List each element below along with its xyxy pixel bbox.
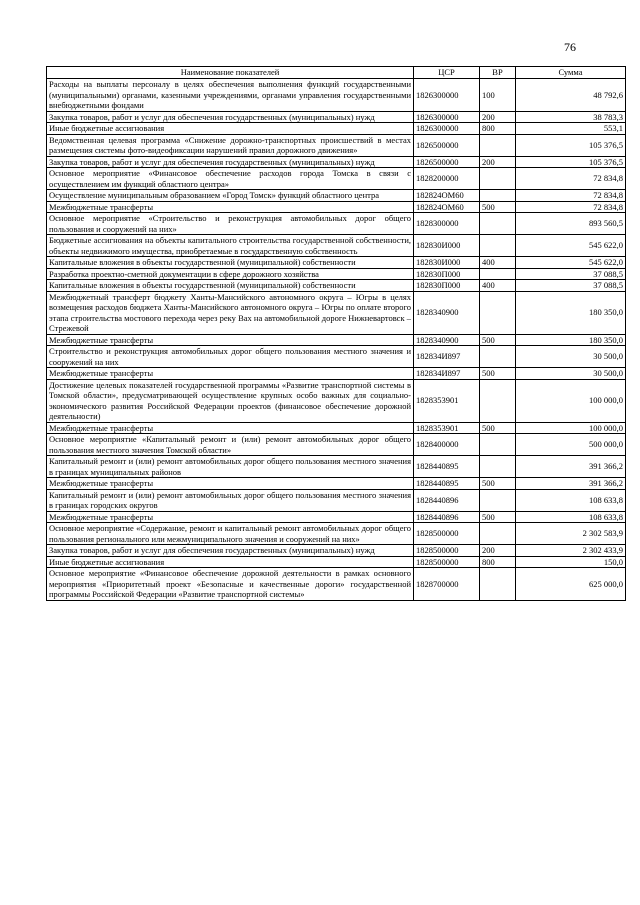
cell-sum: 30 500,0 <box>516 346 626 368</box>
cell-name: Капитальный ремонт и (или) ремонт автомобильных дорог общего пользования местного значения в границах муниципальных районов <box>47 456 414 478</box>
cell-name: Ведомственная целевая программа «Снижение дорожно-транспортных происшествий в местах размещения системы фото-видеофиксации нарушений правил дорожного движения» <box>47 134 414 156</box>
cell-vr <box>480 489 516 511</box>
table-row <box>47 213 626 235</box>
cell-csr: 1828500000 <box>414 523 480 545</box>
header-name: Наименование показателей <box>47 67 414 79</box>
cell-vr: 100 <box>480 79 516 112</box>
cell-vr <box>480 168 516 190</box>
cell-csr: 1828353901 <box>414 422 480 434</box>
cell-name: Межбюджетные трансферты <box>47 201 414 213</box>
cell-vr <box>480 346 516 368</box>
cell-csr: 1828340900 <box>414 334 480 346</box>
cell-vr <box>480 434 516 456</box>
header-vr: ВР <box>480 67 516 79</box>
table-row <box>47 235 626 257</box>
cell-sum: 391 366,2 <box>516 456 626 478</box>
table-row <box>47 268 626 280</box>
cell-sum: 545 622,0 <box>516 235 626 257</box>
cell-name: Основное мероприятие «Финансовое обеспечение дорожной деятельности в рамках основного мероприятия «Приоритетный проект «Безопасные и качественные дороги» государственной программы Российской Федерации «Развитие транспортной системы» <box>47 568 414 601</box>
table-row <box>47 434 626 456</box>
cell-csr: 1828353901 <box>414 379 480 422</box>
cell-name: Основное мероприятие «Строительство и реконструкция автомобильных дорог общего пользования и сооружений на них» <box>47 213 414 235</box>
cell-vr <box>480 523 516 545</box>
cell-sum: 391 366,2 <box>516 478 626 490</box>
cell-csr: 1828500000 <box>414 545 480 557</box>
cell-vr: 800 <box>480 123 516 135</box>
cell-name: Основное мероприятие «Содержание, ремонт и капитальный ремонт автомобильных дорог общего пользования регионального или межмуниципального значения и сооружений на них» <box>47 523 414 545</box>
page-number: 76 <box>564 40 576 54</box>
cell-csr: 1828340900 <box>414 291 480 334</box>
table-header-row <box>47 67 626 79</box>
cell-vr: 500 <box>480 511 516 523</box>
cell-name: Межбюджетные трансферты <box>47 478 414 490</box>
cell-csr: 1828440895 <box>414 456 480 478</box>
cell-vr <box>480 235 516 257</box>
cell-name: Закупка товаров, работ и услуг для обеспечения государственных (муниципальных) нужд <box>47 545 414 557</box>
cell-vr <box>480 568 516 601</box>
table-row <box>47 156 626 168</box>
table-row <box>47 79 626 112</box>
cell-csr: 1828440895 <box>414 478 480 490</box>
cell-sum: 72 834,8 <box>516 168 626 190</box>
table-row <box>47 456 626 478</box>
table-row <box>47 111 626 123</box>
cell-name: Межбюджетные трансферты <box>47 334 414 346</box>
table-row <box>47 346 626 368</box>
cell-csr: 1828440896 <box>414 489 480 511</box>
budget-table <box>46 66 626 601</box>
cell-vr: 500 <box>480 368 516 380</box>
cell-name: Достижение целевых показателей государственной программы «Развитие транспортной системы в Томской области», предусматривающей осуществление крупных особо важных для социально-экономического развития Российской Федерации проектов (финансовое обеспечение дорожной деятельности) <box>47 379 414 422</box>
cell-vr: 400 <box>480 257 516 269</box>
header-csr: ЦСР <box>414 67 480 79</box>
table-row <box>47 280 626 292</box>
cell-sum: 72 834,8 <box>516 190 626 202</box>
cell-vr: 500 <box>480 334 516 346</box>
cell-name: Межбюджетные трансферты <box>47 511 414 523</box>
cell-name: Закупка товаров, работ и услуг для обеспечения государственных (муниципальных) нужд <box>47 111 414 123</box>
cell-sum: 553,1 <box>516 123 626 135</box>
cell-csr: 182824ОМ60 <box>414 201 480 213</box>
cell-vr: 500 <box>480 478 516 490</box>
cell-csr: 1828200000 <box>414 168 480 190</box>
table-row <box>47 134 626 156</box>
cell-csr: 1828300000 <box>414 213 480 235</box>
table-row <box>47 511 626 523</box>
cell-vr: 400 <box>480 280 516 292</box>
table-row <box>47 201 626 213</box>
cell-name: Межбюджетный трансферт бюджету Ханты-Мансийского автономного округа – Югры в целях возмещения расходов бюджета Ханты-Мансийского автономного округа – Югры по оплате второго этапа строительства мостового перехода через реку Вах на автомобильной дороге Нижневартовск – Стрежевой <box>47 291 414 334</box>
table-row <box>47 190 626 202</box>
table-row <box>47 257 626 269</box>
cell-name: Капитальные вложения в объекты государственной (муниципальной) собственности <box>47 257 414 269</box>
cell-csr: 1826300000 <box>414 79 480 112</box>
cell-name: Основное мероприятие «Финансовое обеспечение расходов города Томска в связи с осуществлением им функций областного центра» <box>47 168 414 190</box>
cell-csr: 182824ОМ60 <box>414 190 480 202</box>
cell-name: Межбюджетные трансферты <box>47 368 414 380</box>
cell-name: Межбюджетные трансферты <box>47 422 414 434</box>
cell-sum: 893 560,5 <box>516 213 626 235</box>
cell-csr: 182830И000 <box>414 257 480 269</box>
cell-sum: 100 000,0 <box>516 379 626 422</box>
cell-csr: 182830И000 <box>414 235 480 257</box>
table-row <box>47 489 626 511</box>
cell-sum: 100 000,0 <box>516 422 626 434</box>
cell-vr <box>480 190 516 202</box>
table-row <box>47 334 626 346</box>
cell-vr: 500 <box>480 422 516 434</box>
cell-sum: 105 376,5 <box>516 156 626 168</box>
cell-name: Бюджетные ассигнования на объекты капитального строительства государственной собственности, объекты недвижимого имущества, приобретаемые в государственную собственность <box>47 235 414 257</box>
cell-sum: 105 376,5 <box>516 134 626 156</box>
table-row <box>47 291 626 334</box>
cell-sum: 38 783,3 <box>516 111 626 123</box>
cell-sum: 48 792,6 <box>516 79 626 112</box>
table-row <box>47 422 626 434</box>
cell-csr: 182834И897 <box>414 368 480 380</box>
cell-csr: 1828500000 <box>414 556 480 568</box>
cell-sum: 180 350,0 <box>516 291 626 334</box>
table-row <box>47 379 626 422</box>
cell-sum: 72 834,8 <box>516 201 626 213</box>
table-row <box>47 556 626 568</box>
cell-name: Основное мероприятие «Капитальный ремонт и (или) ремонт автомобильных дорог общего пользования местного значения Томской области» <box>47 434 414 456</box>
cell-sum: 150,0 <box>516 556 626 568</box>
cell-sum: 2 302 433,9 <box>516 545 626 557</box>
cell-name: Закупка товаров, работ и услуг для обеспечения государственных (муниципальных) нужд <box>47 156 414 168</box>
cell-csr: 182834И897 <box>414 346 480 368</box>
cell-csr: 1828400000 <box>414 434 480 456</box>
cell-csr: 1826500000 <box>414 156 480 168</box>
cell-vr <box>480 456 516 478</box>
table-row <box>47 545 626 557</box>
cell-sum: 108 633,8 <box>516 489 626 511</box>
table-row <box>47 123 626 135</box>
cell-csr: 1826300000 <box>414 123 480 135</box>
cell-csr: 1828700000 <box>414 568 480 601</box>
cell-sum: 108 633,8 <box>516 511 626 523</box>
cell-csr: 1826300000 <box>414 111 480 123</box>
header-sum: Сумма <box>516 67 626 79</box>
cell-name: Иные бюджетные ассигнования <box>47 556 414 568</box>
cell-sum: 180 350,0 <box>516 334 626 346</box>
cell-vr <box>480 379 516 422</box>
cell-name: Разработка проектно-сметной документации в сфере дорожного хозяйства <box>47 268 414 280</box>
cell-name: Строительство и реконструкция автомобильных дорог общего пользования местного значения и сооружений на них <box>47 346 414 368</box>
cell-csr: 182830П000 <box>414 280 480 292</box>
cell-vr: 200 <box>480 111 516 123</box>
table-row <box>47 368 626 380</box>
cell-sum: 37 088,5 <box>516 268 626 280</box>
cell-vr <box>480 134 516 156</box>
cell-vr: 200 <box>480 156 516 168</box>
cell-name: Осуществление муниципальным образованием «Город Томск» функций областного центра <box>47 190 414 202</box>
cell-sum: 30 500,0 <box>516 368 626 380</box>
table-row <box>47 523 626 545</box>
cell-sum: 625 000,0 <box>516 568 626 601</box>
cell-vr: 500 <box>480 201 516 213</box>
cell-vr <box>480 291 516 334</box>
cell-vr <box>480 213 516 235</box>
cell-name: Капитальные вложения в объекты государственной (муниципальной) собственности <box>47 280 414 292</box>
table-body <box>47 79 626 601</box>
cell-vr <box>480 268 516 280</box>
cell-sum: 500 000,0 <box>516 434 626 456</box>
cell-csr: 182830П000 <box>414 268 480 280</box>
cell-vr: 200 <box>480 545 516 557</box>
cell-sum: 37 088,5 <box>516 280 626 292</box>
cell-sum: 2 302 583,9 <box>516 523 626 545</box>
cell-csr: 1828440896 <box>414 511 480 523</box>
cell-vr: 800 <box>480 556 516 568</box>
table-row <box>47 168 626 190</box>
cell-sum: 545 622,0 <box>516 257 626 269</box>
cell-name: Капитальный ремонт и (или) ремонт автомобильных дорог общего пользования местного значения в границах городских округов <box>47 489 414 511</box>
cell-csr: 1826500000 <box>414 134 480 156</box>
cell-name: Иные бюджетные ассигнования <box>47 123 414 135</box>
cell-name: Расходы на выплаты персоналу в целях обеспечения выполнения функций государственными (муниципальными) органами, казенными учреждениями, органами управления государственными внебюджетными фондами <box>47 79 414 112</box>
table-row <box>47 568 626 601</box>
table-row <box>47 478 626 490</box>
